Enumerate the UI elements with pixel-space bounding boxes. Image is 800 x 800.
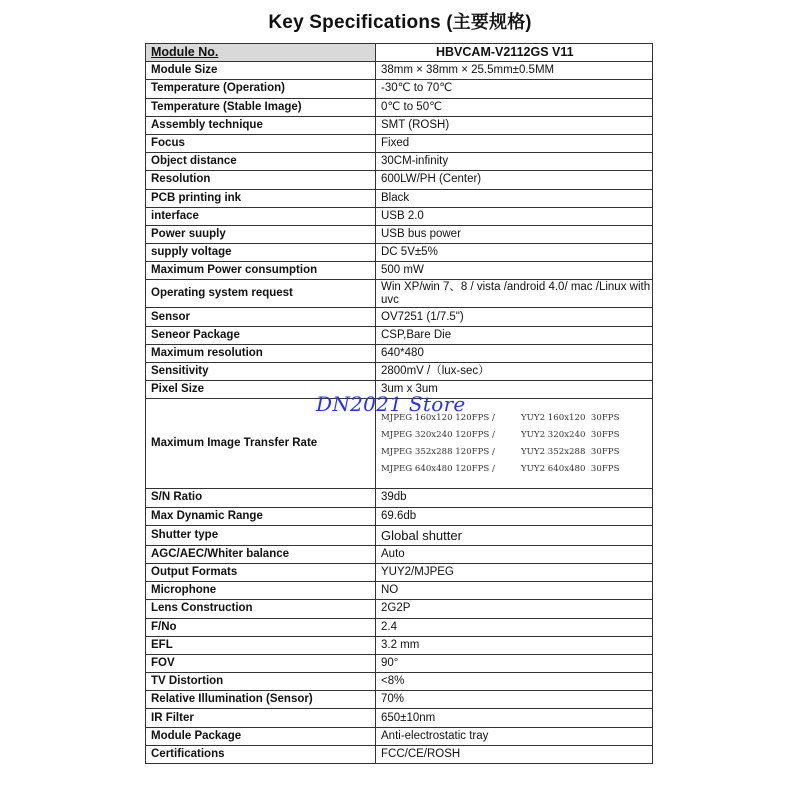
- spec-value: SMT (ROSH): [376, 116, 653, 134]
- table-row: [146, 600, 653, 618]
- mjpeg-rate: MJPEG 320x240 120FPS /: [381, 429, 495, 440]
- spec-label: Maximum Power consumption: [146, 262, 376, 280]
- spec-value: 38mm × 38mm × 25.5mm±0.5MM: [376, 62, 653, 80]
- table-row: [146, 507, 653, 525]
- page-title-cn: (主要规格): [446, 12, 532, 32]
- spec-label: EFL: [146, 636, 376, 654]
- table-row: [146, 545, 653, 563]
- table-row: [146, 582, 653, 600]
- table-row: [146, 727, 653, 745]
- spec-label: Relative Illumination (Sensor): [146, 691, 376, 709]
- transfer-rate-line: [381, 410, 652, 427]
- mjpeg-rate: MJPEG 640x480 120FPS /: [381, 463, 495, 474]
- spec-value: 90°: [376, 654, 653, 672]
- spec-value: 3.2 mm: [376, 636, 653, 654]
- table-row: [146, 80, 653, 98]
- module-no-label: Module No.: [146, 44, 376, 62]
- table-row: [146, 654, 653, 672]
- spec-label: Sensor: [146, 308, 376, 326]
- mjpeg-rate: MJPEG 352x288 120FPS /: [381, 446, 495, 457]
- table-row: [146, 618, 653, 636]
- spec-label: Module Package: [146, 727, 376, 745]
- table-row: [146, 673, 653, 691]
- spec-value: 2G2P: [376, 600, 653, 618]
- spec-label: Operating system request: [146, 280, 376, 308]
- spec-value: OV7251 (1/7.5"): [376, 308, 653, 326]
- spec-label: Object distance: [146, 153, 376, 171]
- spec-value: 70%: [376, 691, 653, 709]
- spec-value: 0℃ to 50℃: [376, 98, 653, 116]
- table-row: [146, 381, 653, 399]
- spec-value: DC 5V±5%: [376, 244, 653, 262]
- spec-value: USB 2.0: [376, 207, 653, 225]
- store-watermark: DN2021 Store: [316, 392, 466, 416]
- table-row: [146, 98, 653, 116]
- table-row: [146, 691, 653, 709]
- table-row-transfer-rate: [146, 399, 653, 489]
- spec-label: S/N Ratio: [146, 489, 376, 507]
- spec-value: Win XP/win 7、8 / vista /android 4.0/ mac /Linux with uvc: [376, 280, 653, 308]
- spec-table: [145, 43, 653, 764]
- spec-label: supply voltage: [146, 244, 376, 262]
- table-row: [146, 153, 653, 171]
- yuy2-rate: YUY2 352x288 30FPS: [521, 446, 620, 457]
- transfer-rate-list: [381, 410, 652, 478]
- yuy2-rate: YUY2 160x120 30FPS: [521, 412, 620, 423]
- spec-label: Assembly technique: [146, 116, 376, 134]
- transfer-rate-line: [381, 461, 652, 478]
- transfer-rate-line: [381, 427, 652, 444]
- page-title: [0, 8, 800, 34]
- spec-label: Temperature (Operation): [146, 80, 376, 98]
- page-title-main: Key Specifications: [268, 12, 441, 33]
- spec-value: 640*480: [376, 344, 653, 362]
- spec-value: 69.6db: [376, 507, 653, 525]
- spec-value: 2.4: [376, 618, 653, 636]
- spec-label: Certifications: [146, 745, 376, 763]
- spec-value: 30CM-infinity: [376, 153, 653, 171]
- spec-value: Anti-electrostatic tray: [376, 727, 653, 745]
- spec-label: Seneor Package: [146, 326, 376, 344]
- spec-value: Fixed: [376, 134, 653, 152]
- spec-label: Focus: [146, 134, 376, 152]
- spec-label: Maximum Image Transfer Rate: [146, 399, 376, 489]
- spec-label: FOV: [146, 654, 376, 672]
- spec-value: 39db: [376, 489, 653, 507]
- spec-label: Lens Construction: [146, 600, 376, 618]
- spec-value: YUY2/MJPEG: [376, 563, 653, 581]
- spec-label: Temperature (Stable Image): [146, 98, 376, 116]
- module-no-value: HBVCAM-V2112GS V11: [376, 44, 653, 62]
- spec-value: 2800mV /（lux-sec）: [376, 363, 653, 381]
- spec-value: -30℃ to 70℃: [376, 80, 653, 98]
- spec-label: Microphone: [146, 582, 376, 600]
- table-header-row: [146, 44, 653, 62]
- spec-label: Resolution: [146, 171, 376, 189]
- spec-value: FCC/CE/ROSH: [376, 745, 653, 763]
- table-row: [146, 745, 653, 763]
- table-row: [146, 225, 653, 243]
- table-row: [146, 189, 653, 207]
- yuy2-rate: YUY2 640x480 30FPS: [521, 463, 620, 474]
- spec-label: IR Filter: [146, 709, 376, 727]
- table-row: [146, 308, 653, 326]
- table-row: [146, 62, 653, 80]
- spec-label: TV Distortion: [146, 673, 376, 691]
- spec-value: 500 mW: [376, 262, 653, 280]
- table-row: [146, 344, 653, 362]
- spec-value: 600LW/PH (Center): [376, 171, 653, 189]
- mjpeg-rate: MJPEG 160x120 120FPS /: [381, 412, 495, 423]
- table-row: [146, 116, 653, 134]
- transfer-rate-cell: [376, 399, 653, 489]
- spec-label: Max Dynamic Range: [146, 507, 376, 525]
- table-row: [146, 207, 653, 225]
- spec-value: Auto: [376, 545, 653, 563]
- table-row: [146, 262, 653, 280]
- spec-label: Maximum resolution: [146, 344, 376, 362]
- table-row: [146, 363, 653, 381]
- spec-label: Output Formats: [146, 563, 376, 581]
- spec-value: <8%: [376, 673, 653, 691]
- spec-label: PCB printing ink: [146, 189, 376, 207]
- table-row: [146, 134, 653, 152]
- spec-value: USB bus power: [376, 225, 653, 243]
- spec-label: Sensitivity: [146, 363, 376, 381]
- spec-value: Black: [376, 189, 653, 207]
- yuy2-rate: YUY2 320x240 30FPS: [521, 429, 620, 440]
- spec-label: F/No: [146, 618, 376, 636]
- table-row: [146, 326, 653, 344]
- spec-label: interface: [146, 207, 376, 225]
- table-row: [146, 171, 653, 189]
- table-row: [146, 244, 653, 262]
- spec-value: 3um x 3um: [376, 381, 653, 399]
- table-row: [146, 489, 653, 507]
- spec-label: Shutter type: [146, 525, 376, 545]
- spec-label: Power suuply: [146, 225, 376, 243]
- spec-label: Pixel Size: [146, 381, 376, 399]
- table-row: [146, 563, 653, 581]
- table-row: [146, 525, 653, 545]
- spec-value: CSP,Bare Die: [376, 326, 653, 344]
- table-row-os: [146, 280, 653, 308]
- table-row: [146, 636, 653, 654]
- table-row: [146, 709, 653, 727]
- spec-value: Global shutter: [376, 525, 653, 545]
- transfer-rate-line: [381, 444, 652, 461]
- spec-value: NO: [376, 582, 653, 600]
- spec-value: 650±10nm: [376, 709, 653, 727]
- spec-label: Module Size: [146, 62, 376, 80]
- spec-label: AGC/AEC/Whiter balance: [146, 545, 376, 563]
